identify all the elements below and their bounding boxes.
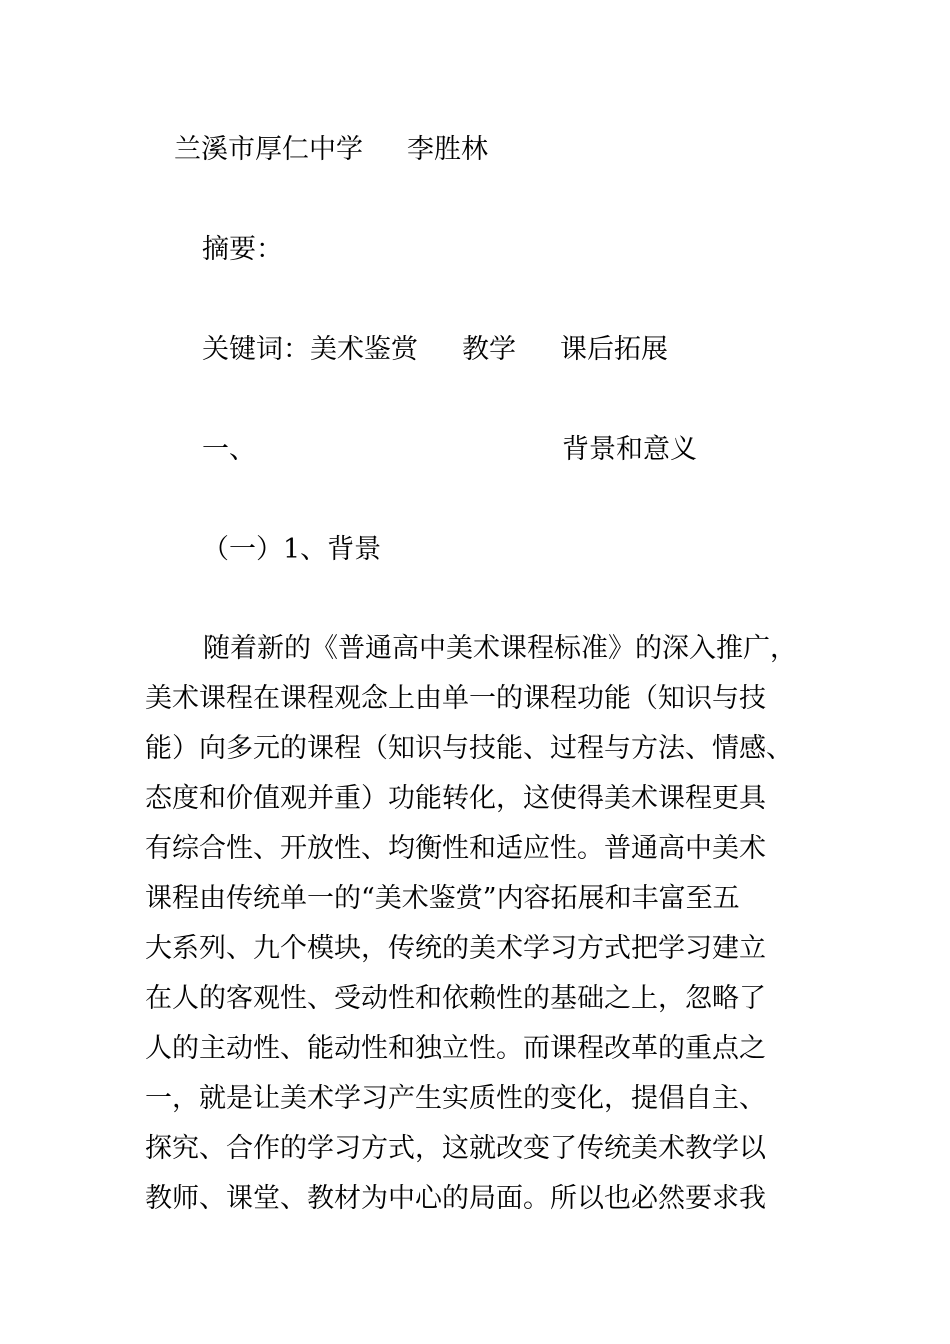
paragraph-line: 美术课程在课程观念上由单一的课程功能（知识与技	[145, 683, 766, 714]
keyword-item: 教学	[462, 334, 516, 365]
paragraph-line: 大系列、九个模块，传统的美术学习方式把学习建立	[145, 933, 766, 964]
keyword-item: 美术鉴赏	[310, 334, 418, 365]
paragraph-line: 一，就是让美术学习产生实质性的变化，提倡自主、	[145, 1083, 766, 1114]
paragraph-line: 教师、课堂、教材为中心的局面。所以也必然要求我	[145, 1183, 766, 1214]
paragraph-line: 探究、合作的学习方式，这就改变了传统美术教学以	[145, 1133, 766, 1164]
keyword-item: 课后拓展	[560, 334, 668, 365]
paragraph-line: 在人的客观性、受动性和依赖性的基础之上，忽略了	[145, 983, 766, 1014]
section-title: 背景和意义	[562, 434, 697, 465]
paragraph-line: 人的主动性、能动性和独立性。而课程改革的重点之	[145, 1033, 766, 1064]
school-name: 兰溪市厚仁中学	[174, 134, 363, 165]
paragraph-line: 有综合性、开放性、均衡性和适应性。普通高中美术	[145, 833, 766, 864]
paragraph-line: 能）向多元的课程（知识与技能、过程与方法、情感、	[145, 733, 793, 764]
body-paragraph	[145, 632, 835, 1232]
section-number: 一、	[202, 434, 256, 465]
subsection-heading: （一）1、背景	[202, 534, 382, 565]
abstract-label: 摘要：	[202, 234, 283, 265]
paragraph-line: 课程由传统单一的“美术鉴赏”内容拓展和丰富至五	[145, 883, 740, 914]
keywords-label: 关键词：	[202, 334, 310, 365]
author-line	[174, 133, 488, 167]
author-name: 李胜林	[407, 134, 488, 165]
paragraph-line: 态度和价值观并重）功能转化，这使得美术课程更具	[145, 783, 766, 814]
paragraph-line: 随着新的《普通高中美术课程标准》的深入推广，	[203, 633, 797, 664]
keywords-line	[202, 333, 668, 367]
